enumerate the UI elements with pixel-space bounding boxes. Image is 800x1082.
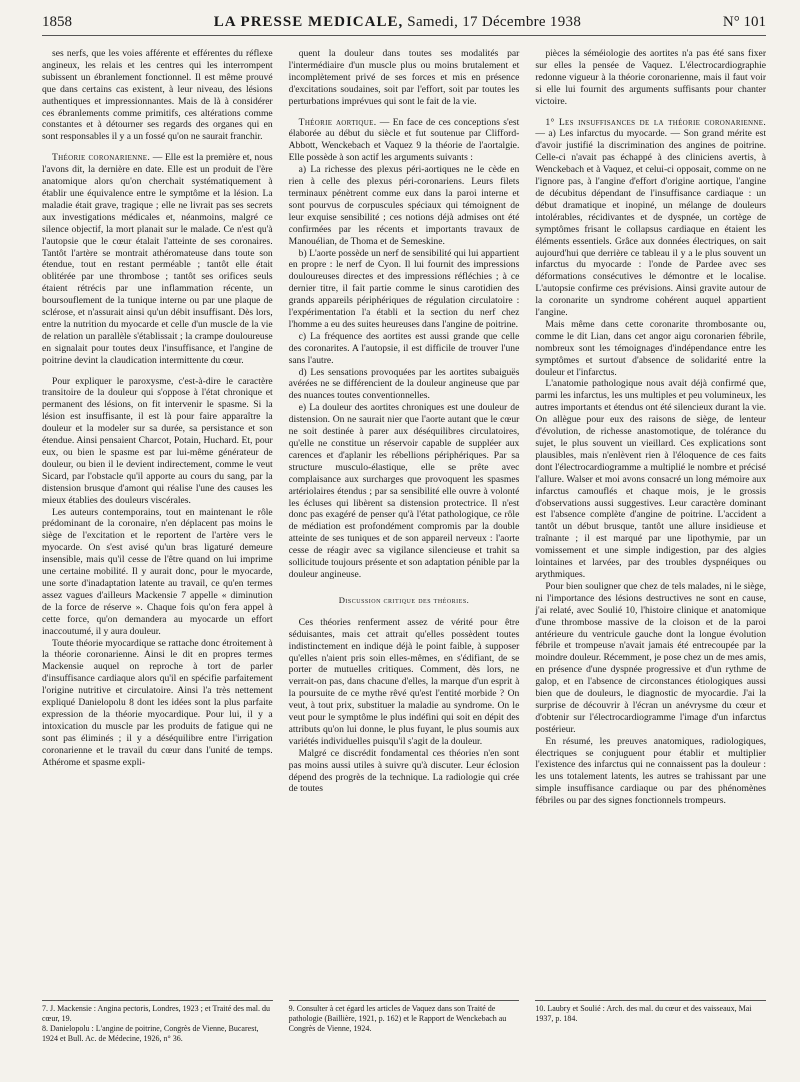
column-3 xyxy=(535,48,766,807)
paragraph: L'anatomie pathologique nous avait déjà confirmé que, parmi les infarctus, les uns multiples et peu volumineux, les autres importants et étendus ont été silencieux durant la vie. On allègue pour eux des raisons de siège, de lenteur d'évolution, de richesse anastomotique, de tolérance du sujet, le plus souvent un vieillard. Ces explications sont plausibles, mais n'enlèvent rien à l'éloquence de ces faits dont l'électrocardiogramme a multiplié le nombre et précisé l'allure. Walser et moi avons consacré un long mémoire aux infarctus camouflés et chaque mois, je le grossis d'observations aussi suggestives. Leur caractère dominant est l'absence complète d'angine de poitrine. L'accident a tantôt un début brusque, tantôt une allure insidieuse et traînante ; il est marqué par une lipothymie, par un vomissement et une simple indigestion, par des algies lointaines et larvées, par des troubles dyspnéiques ou arythmiques. xyxy=(535,378,767,580)
footnote: 7. J. Mackensie : Angina pectoris, Londres, 1923 ; et Traité des mal. du cœur, 19. xyxy=(42,1004,270,1023)
paragraph: Malgré ce discrédit fondamental ces théories n'en sont pas moins aussi utiles à suivre qu'à discuter. Leur éclosion dépend des progrès de la technique. La radiologie qui crée de toutes xyxy=(288,747,520,795)
paragraph: Mais même dans cette coronarite thrombosante ou, comme le dit Lian, dans cet angor aigu coronarien fébrile, nombreux sont les témoignages d'indépendance entre les symptômes et surtout d'absence de solidarité entre la douleur et l'infarctus. xyxy=(535,318,767,378)
footnotes xyxy=(42,1000,766,1044)
journal-name: LA PRESSE MEDICALE, xyxy=(213,14,404,30)
paragraph: ses nerfs, que les voies afférente et efférentes du réflexe angineux, les relais et les centres qui les interrompent subissent un ébranlement fonctionnel. Il est même prouvé que dans certains cas existent, à leur niveau, des lésions authentiques et impressionnantes. Mais de là à considérer ces ébranlements comme primitifs, ces altérations comme constantes et à détourner ses regards des organes qui en sont responsables il y a un fossé qu'on ne saurait franchir. xyxy=(42,48,273,143)
paragraph: Théorie coronarienne. — Elle est la première et, nous l'avons dit, la dernière en date. Elle est un produit de l'ère anatomique alors qu'on cherchait systématiquement à établir une équivalence entre le symptôme et la lésion. La maladie était grave, tragique ; elle ne livrait pas ses secrets aux investigations médicales et, néanmoins, malgré ce silence objectif, la mort planait sur le malade. Ce n'est qu'à l'autopsie que le cœur étalait l'atteinte de ses coronaires. Tantôt l'artère se montrait athéromateuse dans toute son étendue, tout en restant perméable ; tantôt elle était oblitérée par une thrombose ; tantôt ses orifices seuls étaient rétrécis par une inflammation récente, un boursouflement de la tunique interne ou par une plaque de sclérose, et n'assurait ainsi qu'un débit insuffisant. Dès lors, entre la nutrition du myocarde et celle d'un muscle de la vie de relation un parallèle s'établissait ; la crampe douloureuse en signalait pour toutes deux l'insuffisance, et l'angine de poitrine devint la claudication intermittente du cœur. xyxy=(42,152,273,366)
section-heading: Discussion critique des théories. xyxy=(338,594,470,605)
section-heading: 1° Les insuffisances de la théorie coronarienne. xyxy=(545,116,767,128)
list-item: b) L'aorte possède un nerf de sensibilité qui lui appartient en propre : le nerf de Cyon. Il lui fournit des impressions douloureuses directes et des impressions réfléchies ; à ce dernier titre, il fait partie comme le sinus carotidien des grands appareils périphériques de régulation circulatoire : l'expérimentation l'a établi et la section du nerf chez l'homme a eu des suites heureuses dans l'angine de poitrine. xyxy=(288,247,520,330)
running-header xyxy=(42,14,766,36)
issue-number: N° 101 xyxy=(722,14,766,30)
paragraph: Les auteurs contemporains, tout en maintenant le rôle prédominant de la coronaire, n'en déplacent pas moins le siège de l'excitation et le reportent de l'artère vers le myocarde. On s'est avisé qu'un bras ligaturé demeure insensible, mais qu'il cesse de l'être quand on lui imprime une certaine mobilité. Il y aurait donc, pour le myocarde, une sorte d'inadaptation latente au travail, ce qu'en termes assez vagues d'ailleurs Mackensie 7 appelle « diminution de la force de réserve ». Chaque fois qu'on fera appel à cette force, qu'on demandera au myocarde un effort inaccoutumé, il y aura douleur. xyxy=(42,506,273,637)
paragraph: quent la douleur dans toutes ses modalités par l'intermédiaire d'un muscle plus ou moins brutalement et incomplètement privé de ses forces et mis en présence d'excitations soudaines, soit par l'effort, soit par toutes les perturbations imprévues qui sont le fait de la vie. xyxy=(288,48,520,107)
footnote: 8. Danielopolu : L'angine de poitrine, Congrès de Vienne, Bucarest, 1924 et Bull. Ac. de Médecine, 1926, n° 36. xyxy=(42,1024,259,1043)
footnote: 10. Laubry et Soulié : Arch. des mal. du cœur et des vaisseaux, Mai 1937, p. 184. xyxy=(535,1004,752,1023)
footnote: 9. Consulter à cet égard les articles de Vaquez dans son Traité de pathologie (Baillière, 1921, p. 162) et le Rapport de Wenckebach au Congrès de Vienne, 1924. xyxy=(288,1004,507,1033)
list-item: d) Les sensations provoquées par les aortites subaiguës avérées ne se différencient de la douleur angineuse que par des nuances toutes conventionnelles. xyxy=(288,366,520,402)
paragraph: Toute théorie myocardique se rattache donc étroitement à la théorie coronarienne. Ainsi le dit en propres termes Mackensie auquel on reproche à tort de parler d'insuffisance cardiaque alors qu'il en spécifie parfaitement l'origine nutritive et circulatoire. Ainsi l'a très nettement expliqué Danielopolu 8 dont les idées sont la plus parfaite expression de la théorie myocardique. Pour lui, il y a intoxication du muscle par les produits de fatigue qui ne sont pas éliminés ; il y a déséquilibre entre l'irrigation coronarienne et le travail du cœur dans l'unité de temps. Athérome et spasme expli- xyxy=(42,637,273,768)
paragraph: pièces la séméiologie des aortites n'a pas été sans fixer sur elles la pensée de Vaquez. L'électrocardiographie redonne vigueur à la théorie coronarienne, mais il faut voir si elle lui fournit des arguments suffisants pour chanter victoire. xyxy=(535,48,767,107)
article-body xyxy=(42,48,766,807)
footnote-block xyxy=(535,1000,766,1044)
column-1 xyxy=(42,48,273,807)
list-item: e) La douleur des aortites chroniques est une douleur de distension. On ne saurait nier que l'aorte autant que le cœur ne soit destinée à parer aux déséquilibres circulatoires, qu'elle ne constitue un réservoir capable de suppléer aux carences et d'aplanir les rébellions périphériques. Par sa structure musculo-élastique, elle se prête avec complaisance aux surcharges que provoquent les spasmes artériolaires étendus ; par sa sensibilité elle ouvre à volonté les écluses qui libèrent sa distension protectrice. Il n'est donc pas exagéré de penser qu'à l'état pathologique, ce rôle de médiation est profondément compromis par la double atteinte de ses tuniques et de son appareil nerveux : l'aorte cesse de réagir avec sa vigilance silencieuse et trahit sa sollicitude toujours présente et son adaptation pénible par la douleur angineuse. xyxy=(288,402,520,580)
section-heading: Théorie coronarienne. xyxy=(52,152,151,164)
footnote-block xyxy=(42,1000,273,1044)
paragraph: En résumé, les preuves anatomiques, radiologiques, électriques se conjuguent pour établir et multiplier l'existence des infarctus qui ne connaissent pas la douleur : les uns totalement latents, les autres se trahissant par une simple insuffisance cardiaque ou par des phénomènes fébriles ou par des signes fonctionnels trompeurs. xyxy=(535,735,767,807)
paragraph: Pour bien souligner que chez de tels malades, ni le siège, ni l'importance des lésions destructives ne sont en cause, j'ai relaté, avec Soulié 10, l'histoire clinique et anatomique d'une thrombose massive de la cloison et de la paroi antérieure du ventricule gauche dont la longue évolution fébrile et trompeuse n'avait jamais été entrecoupée par la moindre douleur. Récemment, je pose chez un de mes amis, en présence d'une dyspnée progressive et d'un rythme de galop, et en l'absence de circonstances étiologiques aussi bien que de douleurs, le diagnostic de myocardie. J'ai la surprise de découvrir à l'écran un anévrysme du cœur et d'obtenir sur l'électrocardiogramme l'image d'un infarctus postérieur. xyxy=(535,580,767,735)
paragraph: Ces théories renferment assez de vérité pour être séduisantes, mais cet attrait qu'elles possèdent toutes indistinctement en indique déjà le point faible, à supposer qu'elles n'aient pris soin elles-mêmes, en s'édifiant, de se porter de mutuelles critiques. Comment, dès lors, ne verrait-on pas, dans chacune d'elles, la marque d'un esprit à la poursuite de ce mythe rêvé qu'est l'entité morbide ? On veut, à tout prix, substituer la maladie au syndrome. On le veut pour le symptôme le plus indéfini qui soit en dépit des attributs qu'on lui donne, le plus fuyant, le plus soumis aux variétés individuelles puisqu'il s'agit de la douleur. xyxy=(288,616,520,747)
footnote-block xyxy=(289,1000,520,1044)
list-item: c) La fréquence des aortites est aussi grande que celle des coronarites. A l'autopsie, il est difficile de trouver l'une sans l'autre. xyxy=(288,330,520,366)
paragraph: Pour expliquer le paroxysme, c'est-à-dire le caractère transitoire de la douleur qui s'oppose à l'état chronique et permanent des lésions, on fit intervenir le spasme. Si la lésion est insuffisante, il est là pour faire apparaître la douleur et la modeler sur sa durée, sa persistance et son étendue. Ainsi pensaient Charcot, Potain, Huchard. Et, pour eux, ou bien le spasme est par lui-même générateur de douleur, ou bien il le devient indirectement, comme le veut Sicard, par l'obstacle qu'il apporte au cours du sang, par la distension brusque d'amont qui réalise l'une des causes les mieux établies des douleurs viscérales. xyxy=(42,375,273,506)
paragraph: Théorie aortique. — En face de ces conceptions s'est élaborée au début du siècle et fut soutenue par Clifford-Abbott, Wenckebach et Vaquez 9 la théorie de l'aortalgie. Elle possède à son actif les arguments suivants : xyxy=(288,116,520,164)
section-heading: Théorie aortique. xyxy=(298,116,377,128)
page-number: 1858 xyxy=(42,14,72,30)
column-2 xyxy=(289,48,520,807)
list-item: a) La richesse des plexus péri-aortiques ne le cède en rien à celle des plexus péri-coronariens. Leurs filets terminaux pénètrent comme eux dans la paroi interne et sont pourvus de corpuscules spéciaux qui témoignent de leur exquise sensibilité ; ces notions déjà admises ont été confirmées par les récents et importants travaux de Manouélian, de Thoma et de Semeskine. xyxy=(288,164,520,247)
issue-date: Samedi, 17 Décembre 1938 xyxy=(407,14,582,30)
journal-title xyxy=(214,14,581,31)
paragraph: 1° Les insuffisances de la théorie coronarienne. — a) Les infarctus du myocarde. — Son grand mérite est d'avoir justifié la discrimination des angines de poitrine. Celle-ci n'avait pas échappé à des cliniciens avertis, à Wenckebach et à Vaquez, et celui-ci opposait, comme on ne l'ignore pas, à l'angine d'effort d'origine aortique, l'angine de décubitus dépendant de l'insuffisance cardiaque : un début dramatique et inopiné, un mélange de douleurs intolérables, récidivantes et de dyspnée, un cortège de symptômes frisant le collapsus cardiaque en étaient les éléments essentiels. Grâce aux données électriques, on sait aujourd'hui que derrière ce tableau il y a le plus souvent un infarctus du myocarde : l'onde de Pardee avec ses déformations consécutives le démontre et le localise. L'autopsie confirme ces prévisions. Ainsi gravite autour de la coronarite un syndrome cohérent auquel appartient l'angine. xyxy=(535,116,767,319)
